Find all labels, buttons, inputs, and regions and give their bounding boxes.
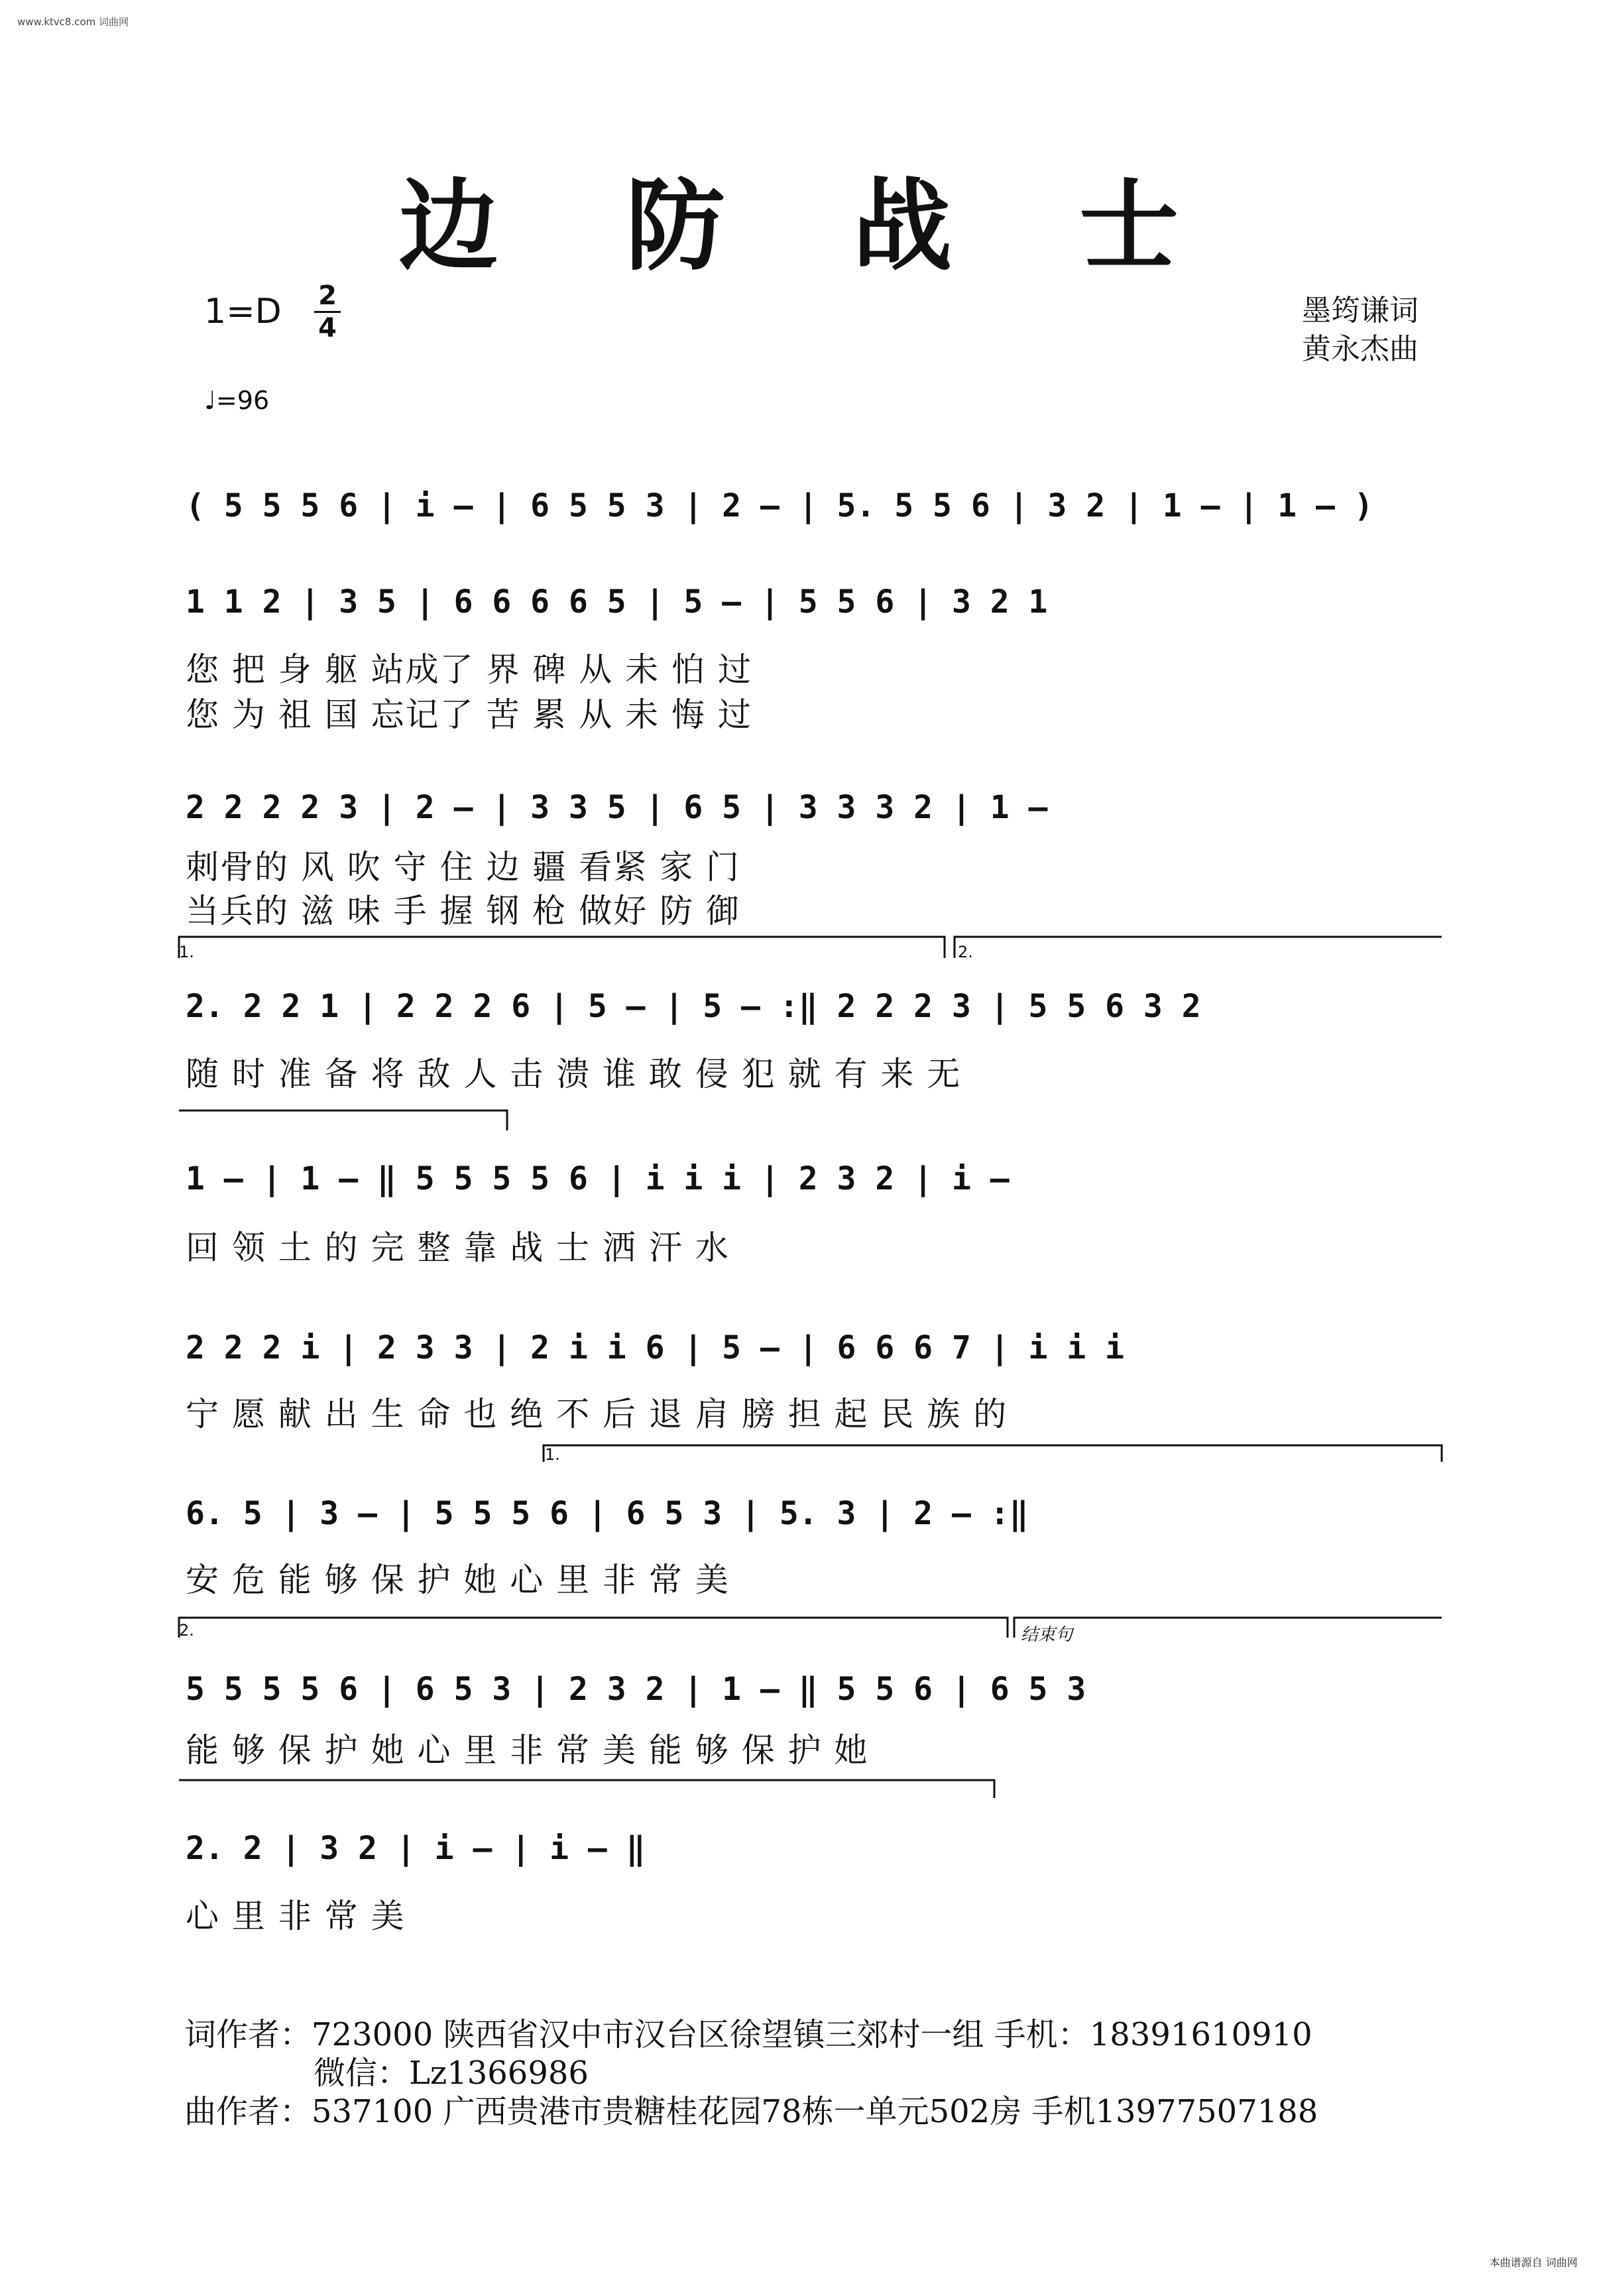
lyric-text: 刺骨的 风 吹 守 住 边 疆 看紧 家 门 bbox=[186, 848, 741, 886]
source-footnote: 本曲谱源自 词曲网 bbox=[1489, 2256, 1578, 2269]
volta-bracket-3 bbox=[544, 1445, 1442, 1462]
time-signature bbox=[314, 282, 341, 342]
volta-second-label-2: 2. bbox=[179, 1621, 194, 1640]
song-title: 边 防 战 士 bbox=[398, 169, 1226, 284]
lyric-text: 回 领 土 的 完 整 靠 战 士 洒 汗 水 bbox=[186, 1229, 730, 1267]
lyric-text: 宁 愿 献 出 生 命 也 绝 不 后 退 肩 膀 担 起 民 族 的 bbox=[186, 1395, 1008, 1433]
tempo-mark: ♩=96 bbox=[204, 386, 270, 415]
volta-first-label-2: 1. bbox=[545, 1445, 560, 1464]
notation-line: 1 – | 1 – ‖ 5 5 5 5 6 | i i i | 2 3 2 | i – bbox=[186, 1160, 1010, 1197]
volta-second-label: 2. bbox=[958, 943, 973, 961]
volta-first-label: 1. bbox=[179, 943, 194, 961]
lyric-text: 您 把 身 躯 站成了 界 碑 从 未 怕 过 bbox=[186, 650, 752, 689]
ending-bracket bbox=[1014, 1618, 1442, 1638]
time-top: 2 bbox=[318, 280, 337, 311]
lyric-text: 您 为 祖 国 忘记了 苦 累 从 未 悔 过 bbox=[186, 695, 752, 734]
ending-label: 结束句 bbox=[1021, 1625, 1073, 1645]
volta-bracket-2 bbox=[955, 937, 1442, 958]
notation-line: 2 2 2 2 3 | 2 – | 3 3 5 | 6 5 | 3 3 3 2 | 1 – bbox=[186, 789, 1048, 826]
notation-line: 2. 2 2 1 | 2 2 2 6 | 5 – | 5 – :‖ 2 2 2 3 | 5 5 6 3 2 bbox=[186, 988, 1201, 1025]
lyric-text: 安 危 能 够 保 护 她 心 里 非 常 美 bbox=[186, 1561, 730, 1599]
key-signature: 1=D bbox=[204, 292, 282, 331]
composer-contact: 曲作者：537100 广西贵港市贵糖桂花园78栋一单元502房 手机13977507188 bbox=[184, 2093, 1318, 2130]
credits bbox=[1302, 292, 1419, 369]
notation-line: 6. 5 | 3 – | 5 5 5 6 | 6 5 3 | 5. 3 | 2 – :‖ bbox=[186, 1495, 1029, 1532]
source-watermark: www.ktvc8.com 词曲网 bbox=[17, 16, 129, 28]
volta-bracket-4 bbox=[179, 1618, 1008, 1638]
notation-line: 2 2 2 i | 2 3 3 | 2 i i 6 | 5 – | 6 6 6 7 | i i i bbox=[186, 1329, 1125, 1366]
lyric-text: 随 时 准 备 将 敌 人 击 溃 谁 敢 侵 犯 就 有 来 无 bbox=[186, 1055, 962, 1093]
notation-line: 5 5 5 5 6 | 6 5 3 | 2 3 2 | 1 – ‖ 5 5 6 | 6 5 3 bbox=[186, 1671, 1086, 1708]
notation-line: 2. 2 | 3 2 | i – | i – ‖ bbox=[186, 1830, 646, 1867]
volta-bracket-1 bbox=[179, 937, 945, 958]
ending-bracket-cont bbox=[179, 1780, 994, 1798]
footer-contact bbox=[184, 2015, 1318, 2131]
notation-line: ( 5 5 5 6 | i – | 6 5 5 3 | 2 – | 5. 5 5 6 | 3 2 | 1 – | 1 – ) bbox=[186, 487, 1373, 524]
notation-line: 1 1 2 | 3 5 | 6 6 6 6 5 | 5 – | 5 5 6 | 3 2 1 bbox=[186, 583, 1048, 621]
lyricist-credit: 墨筠谦词 bbox=[1302, 294, 1419, 328]
composer-credit: 黄永杰曲 bbox=[1302, 332, 1419, 366]
lyric-text: 当兵的 滋 味 手 握 钢 枪 做好 防 御 bbox=[186, 892, 741, 930]
volta-bracket-2-cont bbox=[179, 1111, 507, 1130]
lyric-text: 能 够 保 护 她 心 里 非 常 美 能 够 保 护 她 bbox=[186, 1731, 869, 1770]
time-bottom: 4 bbox=[318, 313, 337, 343]
lyric-text: 心 里 非 常 美 bbox=[186, 1897, 406, 1935]
lyricist-contact: 词作者：723000 陕西省汉中市汉台区徐望镇三郊村一组 手机：18391610910 bbox=[184, 2016, 1312, 2053]
wechat-contact: 微信：Lz1366986 bbox=[314, 2055, 589, 2092]
